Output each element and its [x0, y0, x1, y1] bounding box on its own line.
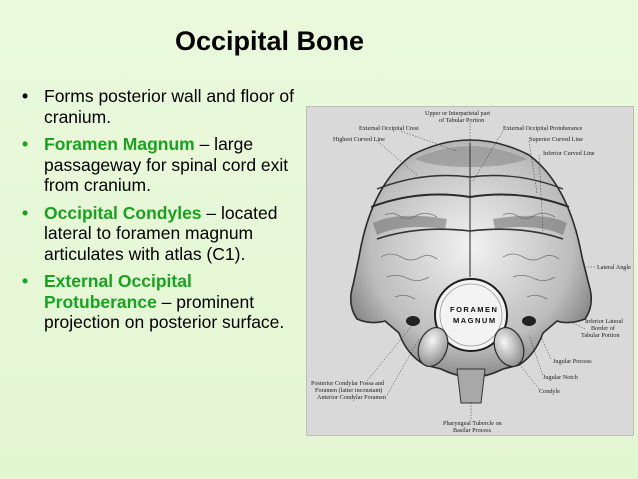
- label-highest-curved-line: Highest Curved Line: [333, 136, 385, 143]
- label-upper-part-2: of Tabular Portion: [439, 117, 485, 124]
- label-external-occipital-crest: External Occipital Crest: [359, 125, 419, 132]
- bullet-text: Forms posterior wall and floor of cranium.: [44, 86, 294, 127]
- label-inferior-lateral-3: Tabular Portion: [581, 332, 620, 339]
- label-inferior-curved-line: Inferior Curved Line: [543, 150, 595, 157]
- label-pharyngeal-tubercle-1: Pharyngeal Tubercle on: [443, 420, 502, 427]
- label-posterior-condylar-1: Posterior Condylar Fossa and: [311, 380, 385, 387]
- basilar-process: [457, 369, 485, 403]
- label-magnum: MAGNUM: [453, 316, 497, 325]
- label-external-occipital-protuberance: External Occipital Protuberance: [503, 125, 583, 132]
- label-upper-part: Upper or Interparietal part: [425, 110, 491, 117]
- label-anterior-condylar: Anterior Condylar Foramen: [317, 394, 387, 401]
- bullet-item: [18, 203, 308, 265]
- label-superior-curved-line: Superior Curved Line: [529, 136, 583, 143]
- bullet-item: [18, 86, 308, 127]
- bullet-text: – prominent projection on posterior surface.: [44, 291, 285, 332]
- label-inferior-lateral-2: Border of: [591, 325, 615, 332]
- label-jugular-process: Jugular Process: [553, 358, 592, 365]
- bullet-text: – large passageway for spinal cord exit from cranium.: [44, 134, 289, 195]
- bullet-text: – located lateral to foramen magnum articulates with atlas (C1).: [44, 202, 278, 264]
- slide-title: Occipital Bone: [175, 26, 365, 56]
- bullet-dot-icon: •: [22, 202, 29, 223]
- bullet-dot-icon: •: [22, 134, 29, 154]
- bullet-item: [18, 271, 308, 333]
- bullet-term: Foramen Magnum: [44, 134, 195, 154]
- label-lateral-angle: Lateral Angle: [597, 264, 631, 271]
- left-condylar-fossa: [406, 316, 420, 326]
- bullet-dot-icon: •: [22, 86, 29, 106]
- label-posterior-condylar-2: Foramen (latter inconstant): [315, 387, 383, 394]
- label-pharyngeal-tubercle-2: Basilar Process: [453, 427, 491, 434]
- label-inferior-lateral-1: Inferior Lateral: [585, 318, 623, 325]
- label-jugular-notch: Jugular Notch: [543, 374, 578, 381]
- bullet-list: [18, 86, 308, 340]
- label-condyle: Condyle: [539, 388, 560, 395]
- bullet-dot-icon: •: [22, 271, 29, 291]
- bullet-item: [18, 134, 308, 196]
- occipital-bone-figure: [306, 106, 634, 436]
- bullet-term: External Occipital Protuberance: [44, 271, 192, 312]
- bullet-term: Occipital Condyles: [44, 202, 202, 223]
- label-foramen: FORAMEN: [450, 305, 499, 314]
- right-condylar-fossa: [522, 316, 536, 326]
- occipital-bone-illustration: [307, 107, 633, 435]
